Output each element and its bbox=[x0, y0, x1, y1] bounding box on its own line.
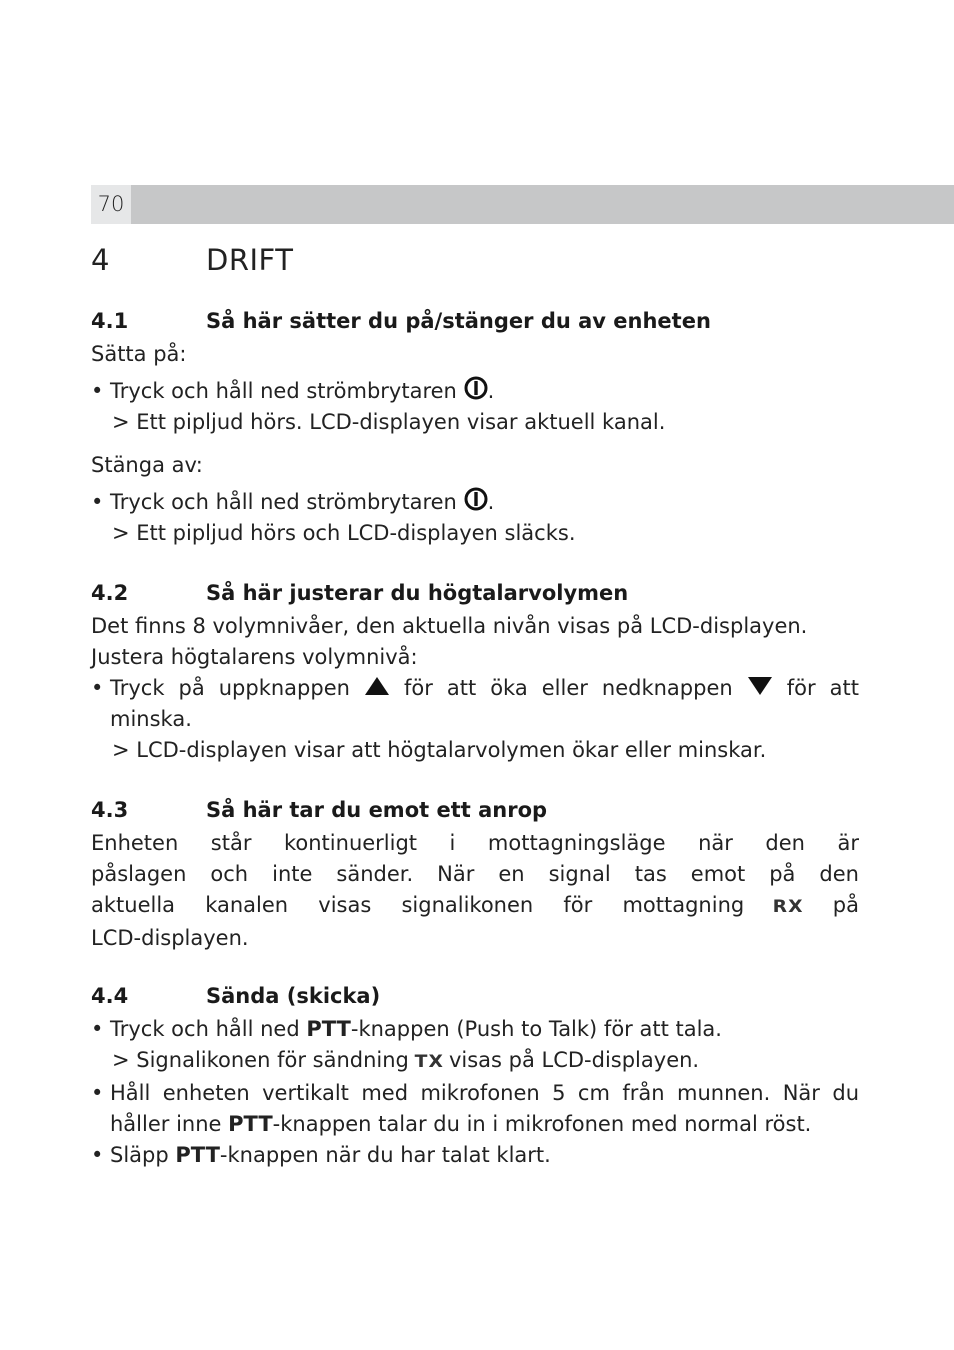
bullet-dot: • bbox=[91, 490, 104, 514]
chapter-title: DRIFT bbox=[206, 243, 294, 277]
section-number: 4.4 bbox=[91, 984, 129, 1008]
step-result bbox=[91, 1045, 859, 1078]
list-item bbox=[91, 1140, 859, 1171]
volume-instruction: Justera högtalarens volymnivå: bbox=[91, 645, 418, 669]
page-header-bar bbox=[91, 185, 954, 224]
section-title: Sända (skicka) bbox=[206, 984, 381, 1008]
down-triangle-icon bbox=[747, 675, 773, 697]
ptt-label: PTT bbox=[228, 1112, 273, 1136]
step-result-text: > Signalikonen för sändning bbox=[112, 1048, 409, 1072]
list-item bbox=[91, 376, 859, 407]
step-text: för att öka eller nedknappen bbox=[403, 676, 733, 700]
step-result-text: visas på LCD-displayen. bbox=[448, 1048, 700, 1072]
step-text: -knappen när du har talat klart. bbox=[219, 1143, 551, 1167]
list-item bbox=[91, 1014, 859, 1045]
ptt-label: PTT bbox=[306, 1017, 351, 1041]
section-number: 4.3 bbox=[91, 798, 129, 822]
power-icon bbox=[464, 376, 488, 400]
section-4-4 bbox=[91, 978, 859, 1171]
section-4-2 bbox=[91, 575, 859, 766]
section-number: 4.1 bbox=[91, 309, 129, 333]
paragraph-line bbox=[91, 890, 859, 923]
step-end: . bbox=[487, 379, 495, 403]
paragraph-text: aktuella kanalen visas signalikonen för mottagning bbox=[91, 893, 745, 917]
section-number: 4.2 bbox=[91, 581, 129, 605]
turn-on-label: Sätta på: bbox=[91, 342, 187, 366]
step-text: håller inne bbox=[110, 1112, 222, 1136]
step-text: -knappen (Push to Talk) för att tala. bbox=[350, 1017, 722, 1041]
list-item bbox=[91, 487, 859, 518]
step-text: Håll enheten vertikalt med mikrofonen 5 cm från munnen. När du bbox=[110, 1081, 859, 1105]
step-text: Tryck och håll ned bbox=[110, 1017, 300, 1041]
step-result: > Ett pipljud hörs. LCD-displayen visar aktuell kanal. bbox=[112, 410, 666, 434]
step-result: > LCD-displayen visar att högtalarvolymen ökar eller minskar. bbox=[112, 738, 767, 762]
section-title: Så här sätter du på/stänger du av enheten bbox=[206, 309, 711, 333]
bullet-dot: • bbox=[91, 1143, 104, 1167]
rx-signal-icon: RX bbox=[772, 897, 805, 917]
bullet-dot: • bbox=[91, 1081, 104, 1105]
bullet-dot: • bbox=[91, 1017, 104, 1041]
bullet-dot: • bbox=[91, 676, 104, 700]
paragraph-line: LCD-displayen. bbox=[91, 926, 249, 950]
section-title: Så här tar du emot ett anrop bbox=[206, 798, 548, 822]
step-result: > Ett pipljud hörs och LCD-displayen släcks. bbox=[112, 521, 576, 545]
step-text: Tryck och håll ned strömbrytaren bbox=[110, 490, 457, 514]
step-text-continued: minska. bbox=[110, 707, 192, 731]
chapter-number: 4 bbox=[91, 243, 110, 277]
turn-off-label: Stänga av: bbox=[91, 453, 203, 477]
volume-intro: Det finns 8 volymnivåer, den aktuella nivån visas på LCD-displayen. bbox=[91, 614, 808, 638]
step-text: Tryck på uppknappen bbox=[110, 676, 350, 700]
step-text: Tryck och håll ned strömbrytaren bbox=[110, 379, 457, 403]
list-item bbox=[91, 673, 859, 704]
page-number: 70 bbox=[91, 185, 131, 224]
paragraph-line: Enheten står kontinuerligt i mottagningsläge när den är bbox=[91, 831, 859, 855]
up-triangle-icon bbox=[364, 675, 390, 697]
bullet-dot: • bbox=[91, 379, 104, 403]
section-4-3 bbox=[91, 792, 859, 954]
step-end: . bbox=[487, 490, 495, 514]
section-4-1 bbox=[91, 303, 859, 549]
section-heading bbox=[91, 575, 859, 611]
ptt-label: PTT bbox=[175, 1143, 220, 1167]
paragraph-text: på bbox=[832, 893, 859, 917]
section-heading bbox=[91, 978, 859, 1014]
tx-signal-icon: TX bbox=[414, 1052, 444, 1072]
step-text: för att bbox=[786, 676, 859, 700]
step-text: -knappen talar du in i mikrofonen med normal röst. bbox=[272, 1112, 812, 1136]
section-heading bbox=[91, 792, 859, 828]
list-item bbox=[91, 1078, 859, 1109]
step-text: Släpp bbox=[110, 1143, 169, 1167]
step-text-continued bbox=[91, 1109, 859, 1140]
power-icon bbox=[464, 487, 488, 511]
paragraph-line: påslagen och inte sänder. När en signal tas emot på den bbox=[91, 862, 859, 886]
section-heading bbox=[91, 303, 859, 339]
section-title: Så här justerar du högtalarvolymen bbox=[206, 581, 629, 605]
